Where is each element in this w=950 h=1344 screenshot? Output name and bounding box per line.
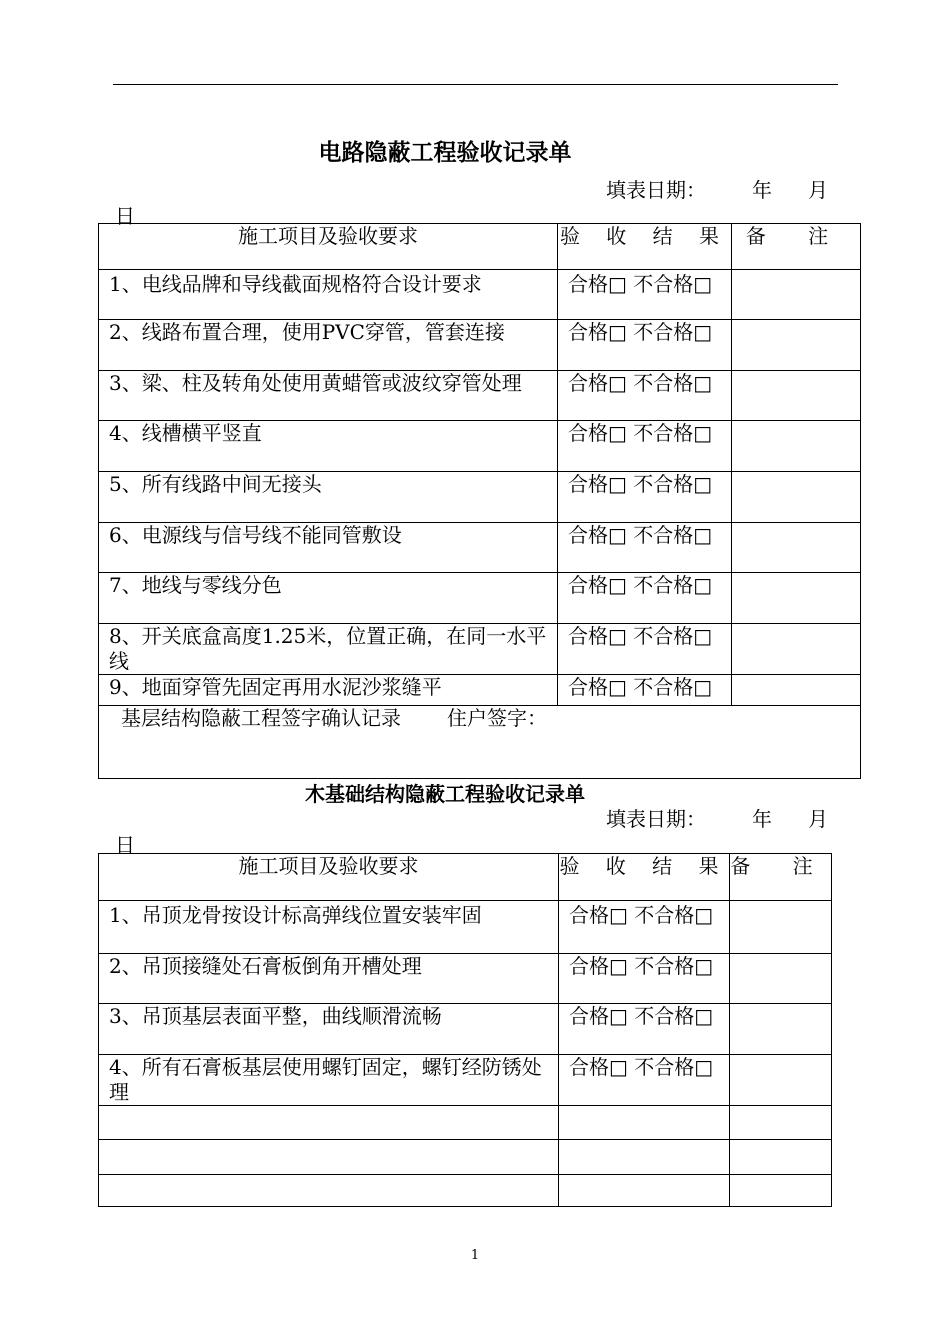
table-row	[99, 523, 861, 573]
table-row	[99, 954, 832, 1004]
form1-remark-9[interactable]	[732, 675, 861, 706]
form1-item-4: 4、线槽横平竖直	[99, 421, 558, 472]
form2-blank-item-2[interactable]	[99, 1140, 559, 1175]
form2-remark-1[interactable]	[730, 901, 832, 954]
table-row	[99, 1004, 832, 1055]
form2-blank-result-3[interactable]	[559, 1175, 730, 1207]
form2-result-2[interactable]: 合格□ 不合格□	[559, 954, 730, 1004]
form2-header-row	[99, 854, 832, 901]
table-row	[99, 320, 861, 371]
form2-item-2: 2、吊顶接缝处石膏板倒角开槽处理	[99, 954, 559, 1004]
form1-header-result: 验 收 结 果	[558, 224, 732, 270]
form1-result-1[interactable]: 合格□ 不合格□	[558, 270, 732, 320]
form2-day-label: 日	[115, 833, 135, 857]
form2-header-remark: 备 注	[730, 854, 832, 901]
table-row	[99, 1140, 832, 1175]
form1-title: 电路隐蔽工程验收记录单	[318, 139, 572, 166]
table-row	[99, 624, 861, 675]
table-row	[99, 1055, 832, 1106]
table-row	[99, 371, 861, 421]
form2-result-1[interactable]: 合格□ 不合格□	[559, 901, 730, 954]
form2-item-4: 4、所有石膏板基层使用螺钉固定，螺钉经防锈处理	[99, 1055, 559, 1106]
form2-date-line	[606, 803, 828, 832]
form2-date-label: 填表日期：	[606, 807, 706, 831]
form2-blank-remark-1[interactable]	[730, 1106, 832, 1140]
form1-item-9: 9、地面穿管先固定再用水泥沙浆缝平	[99, 675, 558, 706]
table-row	[99, 472, 861, 523]
form2-result-3[interactable]: 合格□ 不合格□	[559, 1004, 730, 1055]
form1-header-remark: 备 注	[732, 224, 861, 270]
form1-result-2[interactable]: 合格□ 不合格□	[558, 320, 732, 371]
form1-sign-row	[99, 706, 861, 779]
form1-remark-1[interactable]	[732, 270, 861, 320]
form1-item-2: 2、线路布置合理，使用PVC穿管，管套连接	[99, 320, 558, 371]
form2-header-result: 验 收 结 果	[559, 854, 730, 901]
form2-blank-item-3[interactable]	[99, 1175, 559, 1207]
form2-blank-item-1[interactable]	[99, 1106, 559, 1140]
form1-result-9[interactable]	[558, 675, 732, 706]
form2-blank-result-2[interactable]	[559, 1140, 730, 1175]
form2-result-4[interactable]: 合格□ 不合格□	[559, 1055, 730, 1106]
form1-resident-sign-label: 住户签字：	[447, 706, 547, 730]
form1-remark-4[interactable]	[732, 421, 861, 472]
form1-table	[98, 223, 861, 779]
table-row	[99, 675, 861, 706]
form1-result-6[interactable]: 合格□ 不合格□	[558, 523, 732, 573]
table-row	[99, 1175, 832, 1207]
form2-remark-3[interactable]	[730, 1004, 832, 1055]
form1-item-5: 5、所有线路中间无接头	[99, 472, 558, 523]
page-number: 1	[470, 1248, 480, 1263]
form1-sign-cell[interactable]	[99, 706, 861, 779]
table-row	[99, 573, 861, 624]
form1-result-3[interactable]: 合格□ 不合格□	[558, 371, 732, 421]
form1-day-label: 日	[115, 204, 135, 228]
form2-month-label: 月	[808, 807, 828, 831]
form1-item-7: 7、地线与零线分色	[99, 573, 558, 624]
form2-item-3: 3、吊顶基层表面平整，曲线顺滑流畅	[99, 1004, 559, 1055]
form1-result-7[interactable]: 合格□ 不合格□	[558, 573, 732, 624]
header-rule	[113, 84, 838, 85]
form2-year-label: 年	[752, 807, 772, 831]
form1-remark-7[interactable]	[732, 573, 861, 624]
form2-blank-remark-2[interactable]	[730, 1140, 832, 1175]
form1-remark-5[interactable]	[732, 472, 861, 523]
form1-item-6: 6、电源线与信号线不能同管敷设	[99, 523, 558, 573]
form1-month-label: 月	[808, 178, 828, 202]
form1-item-1: 1、电线品牌和导线截面规格符合设计要求	[99, 270, 558, 320]
form1-year-label: 年	[752, 178, 772, 202]
form1-item-8: 8、开关底盒高度1.25米，位置正确，在同一水平线	[99, 624, 558, 675]
form1-result-9-text: 合格□ 不合格□	[568, 675, 713, 699]
form1-date-line	[606, 174, 828, 203]
form2-blank-result-1[interactable]	[559, 1106, 730, 1140]
form2-title: 木基础结构隐蔽工程验收记录单	[305, 782, 585, 806]
form1-header-requirement: 施工项目及验收要求	[99, 224, 558, 270]
table-row	[99, 421, 861, 472]
form2-table	[98, 853, 832, 1207]
form1-remark-2[interactable]	[732, 320, 861, 371]
form1-result-8[interactable]: 合格□ 不合格□	[558, 624, 732, 675]
form2-header-requirement: 施工项目及验收要求	[99, 854, 559, 901]
table-row	[99, 270, 861, 320]
form2-remark-4[interactable]	[730, 1055, 832, 1106]
table-row	[99, 1106, 832, 1140]
form1-remark-8[interactable]	[732, 624, 861, 675]
form2-remark-2[interactable]	[730, 954, 832, 1004]
table-row	[99, 901, 832, 954]
form1-item-3: 3、梁、柱及转角处使用黄蜡管或波纹穿管处理	[99, 371, 558, 421]
form2-blank-remark-3[interactable]	[730, 1175, 832, 1207]
form1-result-5[interactable]: 合格□ 不合格□	[558, 472, 732, 523]
form1-remark-6[interactable]	[732, 523, 861, 573]
form1-header-row	[99, 224, 861, 270]
form2-item-1: 1、吊顶龙骨按设计标高弹线位置安装牢固	[99, 901, 559, 954]
form1-result-4[interactable]: 合格□ 不合格□	[558, 421, 732, 472]
form1-remark-3[interactable]	[732, 371, 861, 421]
form1-date-label: 填表日期：	[606, 178, 706, 202]
form1-sign-label: 基层结构隐蔽工程签字确认记录	[121, 706, 401, 730]
